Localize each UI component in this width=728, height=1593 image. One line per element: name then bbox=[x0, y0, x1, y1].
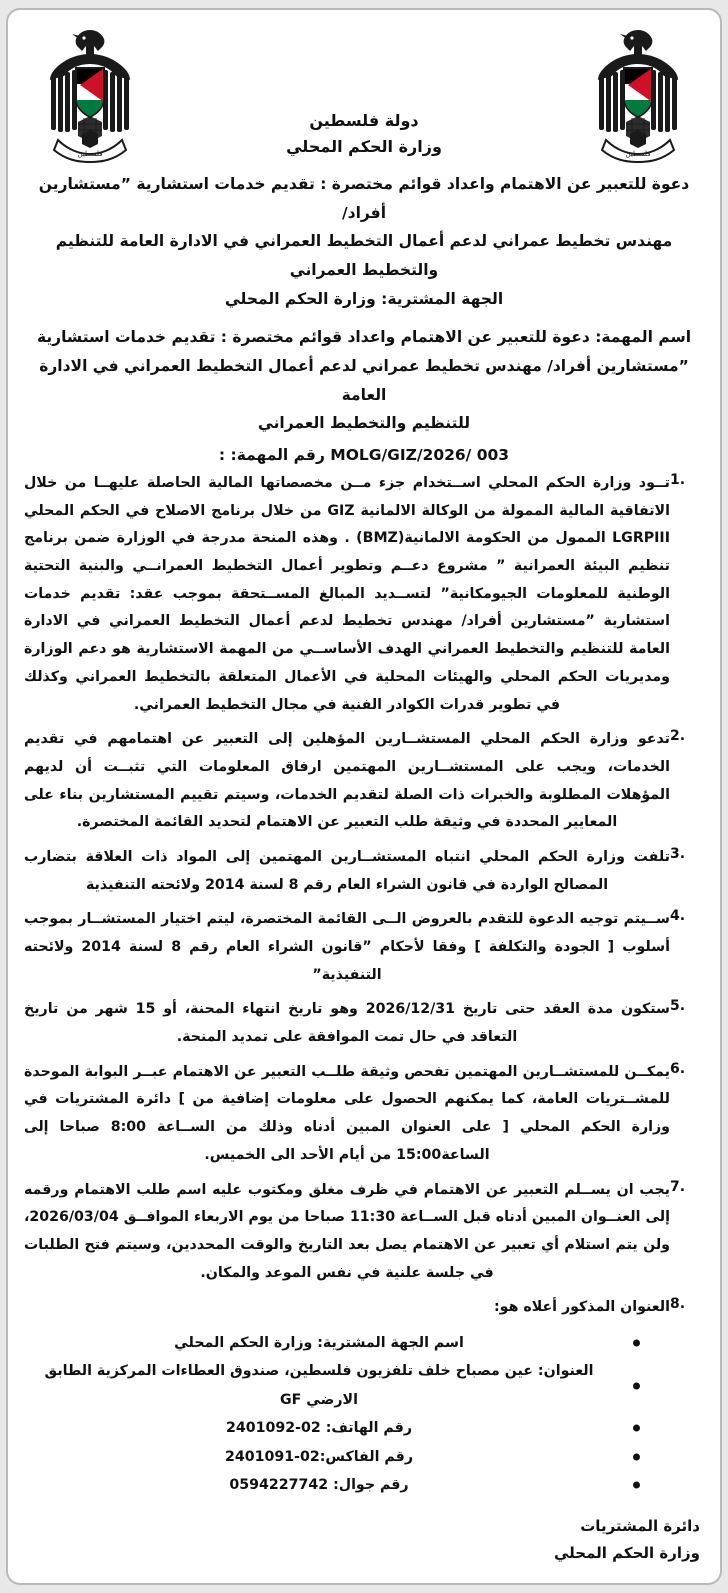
clause-item bbox=[24, 470, 704, 719]
contact-item-fax bbox=[24, 1443, 640, 1471]
reference-number-label: رقم المهمة: : bbox=[218, 446, 325, 465]
contact-item-label: رقم الفاكس:02-2401091 bbox=[225, 1448, 413, 1465]
clause-body: يجب ان يســلم التعبير عن الاهتمام في ظرف مغلق ومكتوب عليه اسم طلب الاهتمام ورقمه إلى العنــوان المبين أدناه قبل الســاعة 11:30 صباحا من يوم الاربعاء الموافــق 2026/03/04، ولن يتم استلام أي تعبير عن الاهتمام يصل بعد التاريخ والوقت المحددين، وسيتم فتح الطلبات في جلسة علنية في نفس الموعد والمكان. bbox=[24, 1181, 670, 1281]
clause-list bbox=[24, 470, 704, 1322]
state-name: دولة فلسطين bbox=[309, 111, 419, 130]
contact-item-label: اسم الجهة المشترية: وزارة الحكم المحلي bbox=[174, 1334, 464, 1351]
clause-body: تلفت وزارة الحكم المحلي انتباه المستشــارين المهتمين إلى المواد ذات العلاقة بتضارب المصالح الواردة في قانون الشراء العام رقم 8 لسنة 2014 ولائحته التنفيذية bbox=[24, 848, 670, 893]
svg-text:فلسطين: فلسطين bbox=[77, 150, 103, 158]
clause-body: تدعو وزارة الحكم المحلي المستشــارين المؤهلين إلى التعبير عن اهتمامهم في تقديم الخدمات، ويجب على المستشــارين المهتمين ارفاق المعلومات التي تثبــت أن لديهم المؤهلات المطلوبة والخبرات ذات الصلة لتقديم الخدمات، وسيتم تقييم المستشارين بناء على المعايير المحددة في وثيقة طلب التعبير عن الاهتمام لتحديد القائمة المختصرة. bbox=[24, 731, 670, 831]
clause-body: ستكون مدة العقد حتى تاريخ 2026/12/31 وهو تاريخ انتهاء المحنة، أو 15 شهر من تاريخ التعاقد في حال تمت الموافقة على تمديد المنحة. bbox=[24, 1001, 671, 1046]
bullet-icon bbox=[633, 1482, 640, 1489]
clause-body: تــود وزارة الحكم المحلي اســتخدام جزء مــن مخصصاتها المالية الحاصلة عليهــا من خلال الاتفاقية المالية الممولة من الوكالة الالمانية GIZ من خلال برنامج الاصلاح في الحكم المحلي LGRPIII الممول من الحكومة الالمانية(BMZ) . وهذه المنحة مدرجة في الوزارة ضمن برنامج تنظيم البيئة العمرانية ” مشروع دعــم وتطوير أعمال التخطيط العمرانــي والبنية التحتية الوطنية للمعلومات الجيومكانية” لتســديد المبالغ المســتحقة بموجب عقد: تقديم خدمات استشارية ”مستشارين أفراد/ مهندس تخطيط لدعم أعمال التخطيط العمراني في الادارة العامة للتنظيم والتخطيط العمراني الهدف الأساســي من المهمة الاستشارية هو دعم الوزارة ومديريات الحكم المحلي والهيئات المحلية في الأعمال المتعلقة بالتخطيط العمراني وكذلك في تطوير قدرات الكوادر الفنية في مجال التخطيط العمراني. bbox=[24, 475, 670, 713]
svg-text:فلسطين: فلسطين bbox=[625, 150, 651, 158]
clause-item bbox=[24, 1059, 704, 1170]
clause-body: العنوان المذكور أعلاه هو: bbox=[494, 1299, 670, 1316]
contact-item-entity bbox=[24, 1329, 640, 1357]
clause-number: 2. bbox=[670, 728, 686, 745]
header-title-group bbox=[24, 108, 704, 161]
clause-item bbox=[24, 1177, 704, 1288]
bullet-icon bbox=[633, 1382, 640, 1389]
clause-body: ســيتم توجيه الدعوة للتقدم بالعروض الــى القائمة المختصرة، ليتم اختيار المستشــار بموجب أسلوب [ الجودة والتكلفة ] وفقا لأحكام ”قانون الشراء العام رقم 8 لسنة 2014 ولائحته التنفيذية” bbox=[24, 911, 670, 983]
contact-item-label: رقم الهاتف: 02-2401092 bbox=[226, 1420, 412, 1437]
clause-item bbox=[24, 726, 704, 837]
footer-ministry: وزارة الحكم المحلي bbox=[553, 1543, 700, 1562]
document-sheet bbox=[6, 8, 722, 1585]
assignment-name-line: ”مستشارين أفراد/ مهندس تخطيط عمراني لدعم أعمال التخطيط العمراني في الادارة العامة bbox=[39, 357, 689, 404]
assignment-name-line: اسم المهمة: دعوة للتعبير عن الاهتمام واعداد قوائم مختصرة : تقديم خدمات استشارية bbox=[36, 328, 692, 347]
bullet-icon bbox=[633, 1340, 640, 1347]
clause-number: 7. bbox=[670, 1178, 686, 1195]
clause-item bbox=[24, 1294, 704, 1322]
assignment-name-block bbox=[24, 323, 704, 438]
clause-item bbox=[24, 844, 704, 899]
bullet-icon bbox=[633, 1453, 640, 1460]
procuring-entity-line: الجهة المشترية: وزارة الحكم المحلي bbox=[224, 289, 504, 308]
contact-item-label: العنوان: عين مصباح خلف تلفزيون فلسطين، صندوق العطاءات المركزية الطابق الارضي GF bbox=[44, 1363, 594, 1408]
contact-item-mobile bbox=[24, 1471, 640, 1499]
contact-item-label: رقم جوال: 0594227742 bbox=[229, 1477, 409, 1494]
clause-body: يمكــن للمستشــارين المهتمين تفحص وثيقة طلــب التعبير عن الاهتمام عبــر البوابة الموحدة للمشــتريات العامة، كما يمكنهم الحصول على معلومات إضافية من ] دائرة المشتريات في وزارة الحكم المحلي [ على العنوان المبين أدناه وذلك من الســاعة 8:00 صباحا إلى الساعة15:00 من أيام الأحد الى الخميس. bbox=[24, 1063, 670, 1163]
ministry-name: وزارة الحكم المحلي bbox=[286, 137, 442, 157]
clause-number: 4. bbox=[670, 908, 686, 925]
bullet-icon bbox=[633, 1425, 640, 1432]
footer-department: دائرة المشتريات bbox=[580, 1517, 700, 1536]
clause-number: 5. bbox=[670, 998, 686, 1015]
contact-item-address bbox=[24, 1357, 640, 1414]
clause-number: 8. bbox=[670, 1296, 686, 1313]
contact-item-phone bbox=[24, 1414, 640, 1442]
reference-number-value: MOLG/GIZ/2026/ 003 bbox=[330, 446, 510, 465]
clause-item bbox=[24, 996, 704, 1051]
assignment-reference-number bbox=[24, 446, 704, 464]
contact-list bbox=[24, 1329, 704, 1499]
clause-number: 3. bbox=[670, 845, 686, 862]
clause-number: 6. bbox=[670, 1060, 686, 1077]
document-footer bbox=[24, 1513, 704, 1566]
clause-item bbox=[24, 906, 704, 989]
title-line: دعوة للتعبير عن الاهتمام واعداد قوائم مختصرة : تقديم خدمات استشارية ”مستشارين أفراد/ bbox=[38, 175, 690, 222]
document-title bbox=[24, 170, 704, 313]
title-line: مهندس تخطيط عمراني لدعم أعمال التخطيط العمراني في الادارة العامة للتنظيم والتخطيط العمراني bbox=[55, 232, 673, 280]
clause-number: 1. bbox=[670, 472, 686, 489]
document-header bbox=[24, 20, 704, 168]
assignment-name-line: للتنظيم والتخطيط العمراني bbox=[257, 414, 471, 433]
